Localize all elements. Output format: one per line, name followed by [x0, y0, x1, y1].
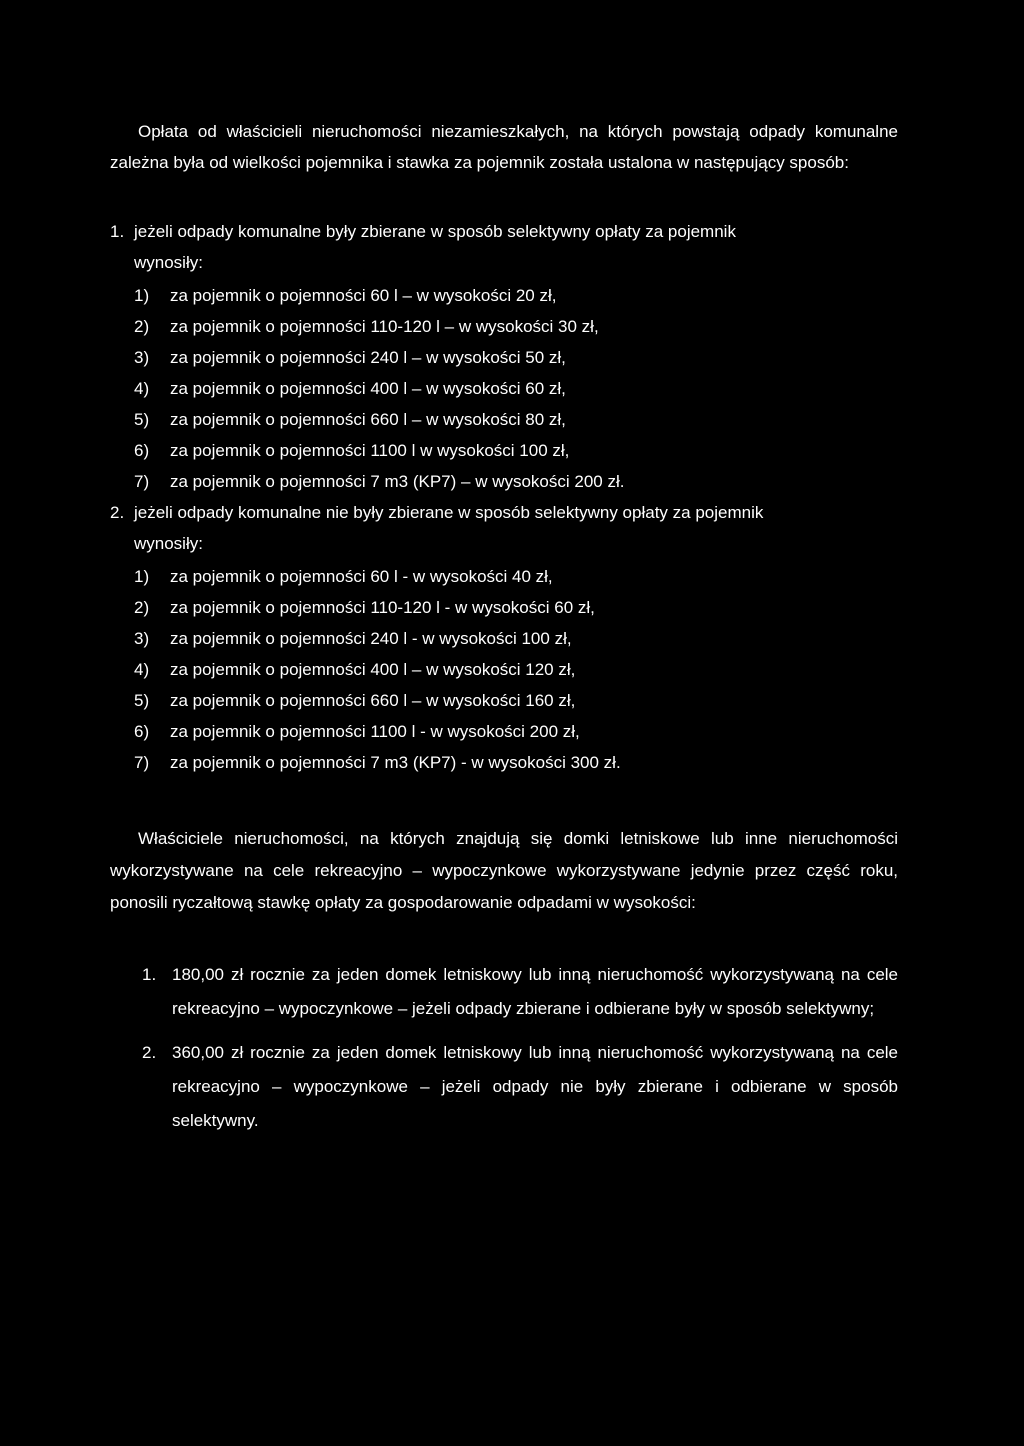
list-item: [134, 685, 898, 716]
list-item-text: za pojemnik o pojemności 7 m3 (KP7) - w wysokości 300 zł.: [170, 753, 621, 772]
list-item-number: 6): [134, 722, 150, 741]
summer-houses-list: [142, 958, 898, 1138]
list-item: [134, 623, 898, 654]
list-item-text: za pojemnik o pojemności 660 l – w wysokości 80 zł,: [170, 410, 566, 429]
section-heading: [110, 216, 898, 247]
list-item-text: za pojemnik o pojemności 110-120 l - w wysokości 60 zł,: [170, 598, 595, 617]
section-non-selective: [110, 497, 898, 778]
list-item-text: za pojemnik o pojemności 110-120 l – w wysokości 30 zł,: [170, 317, 599, 336]
list-item: [134, 654, 898, 685]
summer-houses-paragraph: Właściciele nieruchomości, na których znajdują się domki letniskowe lub inne nieruchomości wykorzystywane na cele rekreacyjno – wypoczynkowe wykorzystywane jedynie przez część roku, ponosili ryczałtową stawkę opłaty za gospodarowanie odpadami w wysokości:: [110, 829, 898, 912]
list-item-number: 1): [134, 286, 150, 305]
list-item: [134, 716, 898, 747]
list-item-number: 7): [134, 753, 150, 772]
list-item-text: 360,00 zł rocznie za jeden domek letniskowy lub inną nieruchomość wykorzystywaną na cele rekreacyjno – wypoczynkowe – jeżeli odpady nie były zbierane i odbierane w sposób selektywny.: [172, 1043, 898, 1130]
document-page: [110, 116, 898, 1148]
list-item-text: za pojemnik o pojemności 1100 l w wysokości 100 zł,: [170, 441, 570, 460]
list-item: [134, 404, 898, 435]
list-item: [134, 280, 898, 311]
section-continuation: wynosiły:: [134, 534, 203, 553]
list-item-text: za pojemnik o pojemności 660 l – w wysokości 160 zł,: [170, 691, 576, 710]
section-heading: [110, 497, 898, 528]
section-text: jeżeli odpady komunalne nie były zbierane w sposób selektywny opłaty za pojemnik: [134, 503, 764, 522]
list-item-number: 7): [134, 472, 150, 491]
list-item-number: 1.: [142, 965, 157, 984]
list-item: [134, 592, 898, 623]
list-item-text: za pojemnik o pojemności 60 l - w wysokości 40 zł,: [170, 567, 553, 586]
list-item: [134, 747, 898, 778]
list-item-text: 180,00 zł rocznie za jeden domek letniskowy lub inną nieruchomość wykorzystywaną na cele rekreacyjno – wypoczynkowe – jeżeli odpady zbierane i odbierane były w sposób selektywny;: [172, 965, 898, 1018]
section-number: 1.: [110, 222, 125, 241]
section-number: 2.: [110, 503, 125, 522]
list-item: [142, 1036, 898, 1138]
list-item-text: za pojemnik o pojemności 7 m3 (KP7) – w wysokości 200 zł.: [170, 472, 625, 491]
list-item: [134, 561, 898, 592]
list-item-number: 4): [134, 379, 150, 398]
list-item-number: 5): [134, 410, 150, 429]
list-item: [134, 311, 898, 342]
list-item-number: 4): [134, 660, 150, 679]
list-item: [134, 373, 898, 404]
intro-paragraph: Opłata od właścicieli nieruchomości niezamieszkałych, na których powstają odpady komunalne zależna była od wielkości pojemnika i stawka za pojemnik została ustalona w następujący sposób:: [110, 122, 898, 172]
list-item-text: za pojemnik o pojemności 60 l – w wysokości 20 zł,: [170, 286, 557, 305]
list-item-text: za pojemnik o pojemności 400 l – w wysokości 60 zł,: [170, 379, 566, 398]
section-selective: [110, 216, 898, 497]
list-item-number: 3): [134, 629, 150, 648]
list-item: [134, 466, 898, 497]
list-item-number: 2.: [142, 1043, 157, 1062]
list-item: [134, 342, 898, 373]
list-item-number: 2): [134, 317, 150, 336]
list-item-number: 3): [134, 348, 150, 367]
list-item-number: 5): [134, 691, 150, 710]
list-item-text: za pojemnik o pojemności 240 l - w wysokości 100 zł,: [170, 629, 572, 648]
list-item-text: za pojemnik o pojemności 400 l – w wysokości 120 zł,: [170, 660, 576, 679]
list-item-number: 6): [134, 441, 150, 460]
list-item-number: 1): [134, 567, 150, 586]
list-item-text: za pojemnik o pojemności 1100 l - w wysokości 200 zł,: [170, 722, 580, 741]
list-item-number: 2): [134, 598, 150, 617]
list-item-text: za pojemnik o pojemności 240 l – w wysokości 50 zł,: [170, 348, 566, 367]
section-text: jeżeli odpady komunalne były zbierane w sposób selektywny opłaty za pojemnik: [134, 222, 736, 241]
list-item: [134, 435, 898, 466]
section-continuation: wynosiły:: [134, 253, 203, 272]
list-item: [142, 958, 898, 1026]
